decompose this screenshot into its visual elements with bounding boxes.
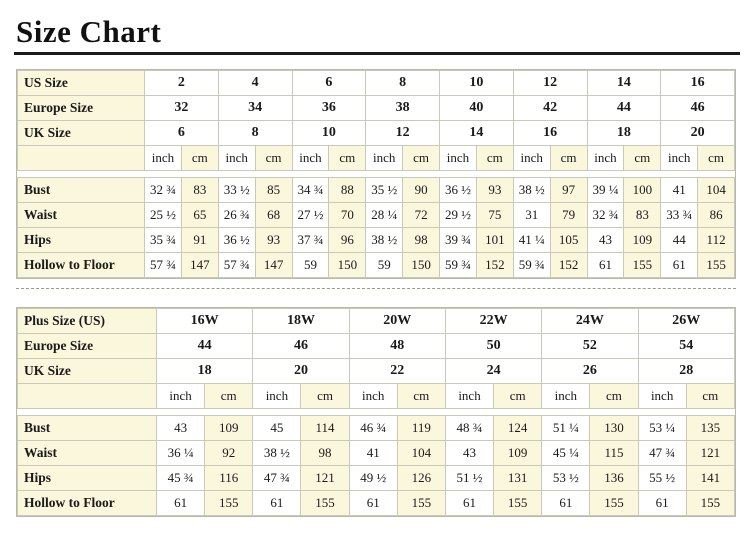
size-value: 2 bbox=[145, 71, 219, 96]
measurement-value: 83 bbox=[624, 203, 661, 228]
standard-size-table-wrapper bbox=[16, 69, 736, 279]
measurement-value: 100 bbox=[624, 178, 661, 203]
measurement-value: 36 ½ bbox=[218, 228, 255, 253]
measurement-value: 26 ¾ bbox=[218, 203, 255, 228]
size-value: 24W bbox=[542, 309, 638, 334]
measurement-value: 92 bbox=[205, 441, 253, 466]
unit-label: inch bbox=[445, 384, 493, 409]
unit-label: inch bbox=[366, 146, 403, 171]
measurement-value: 155 bbox=[686, 491, 734, 516]
measurement-value: 59 bbox=[292, 253, 329, 278]
measurement-value: 121 bbox=[686, 441, 734, 466]
measurement-value: 96 bbox=[329, 228, 366, 253]
size-value: 52 bbox=[542, 334, 638, 359]
size-value: 4 bbox=[218, 71, 292, 96]
row-label: Plus Size (US) bbox=[18, 309, 157, 334]
measurement-value: 61 bbox=[638, 491, 686, 516]
measurement-value: 35 ¾ bbox=[145, 228, 182, 253]
unit-label: inch bbox=[440, 146, 477, 171]
measurement-value: 97 bbox=[550, 178, 587, 203]
measurement-value: 41 bbox=[349, 441, 397, 466]
unit-label: cm bbox=[329, 146, 366, 171]
unit-label: cm bbox=[255, 146, 292, 171]
unit-label: cm bbox=[397, 384, 445, 409]
measurement-value: 44 bbox=[661, 228, 698, 253]
size-value: 12 bbox=[513, 71, 587, 96]
measurement-value: 47 ¾ bbox=[638, 441, 686, 466]
measurement-value: 85 bbox=[255, 178, 292, 203]
table-row bbox=[18, 416, 735, 441]
plus-size-table-wrapper bbox=[16, 307, 736, 517]
measurement-value: 104 bbox=[698, 178, 735, 203]
measurement-value: 147 bbox=[181, 253, 218, 278]
measurement-value: 55 ½ bbox=[638, 466, 686, 491]
measurement-value: 59 ¾ bbox=[513, 253, 550, 278]
measurement-value: 34 ¾ bbox=[292, 178, 329, 203]
measurement-value: 45 ¼ bbox=[542, 441, 590, 466]
size-value: 14 bbox=[587, 71, 661, 96]
unit-label: inch bbox=[253, 384, 301, 409]
size-value: 20 bbox=[661, 121, 735, 146]
unit-label: inch bbox=[513, 146, 550, 171]
unit-label: cm bbox=[403, 146, 440, 171]
measurement-value: 28 ¼ bbox=[366, 203, 403, 228]
size-value: 46 bbox=[661, 96, 735, 121]
measurement-value: 51 ½ bbox=[445, 466, 493, 491]
measurement-value: 47 ¾ bbox=[253, 466, 301, 491]
row-label: UK Size bbox=[18, 359, 157, 384]
measurement-value: 49 ½ bbox=[349, 466, 397, 491]
measurement-value: 32 ¾ bbox=[587, 203, 624, 228]
unit-label: inch bbox=[542, 384, 590, 409]
table-row bbox=[18, 71, 735, 96]
plus-size-table bbox=[17, 308, 735, 516]
row-spacer-cell bbox=[18, 409, 735, 416]
table-row bbox=[18, 359, 735, 384]
unit-label: inch bbox=[292, 146, 329, 171]
table-row bbox=[18, 146, 735, 171]
measurement-value: 43 bbox=[445, 441, 493, 466]
measurement-value: 112 bbox=[698, 228, 735, 253]
measurement-value: 61 bbox=[587, 253, 624, 278]
measurement-value: 155 bbox=[624, 253, 661, 278]
measurement-value: 114 bbox=[301, 416, 349, 441]
measurement-value: 126 bbox=[397, 466, 445, 491]
measurement-value: 53 ½ bbox=[542, 466, 590, 491]
measurement-value: 135 bbox=[686, 416, 734, 441]
measurement-value: 116 bbox=[205, 466, 253, 491]
unit-label: cm bbox=[205, 384, 253, 409]
unit-label: cm bbox=[686, 384, 734, 409]
measurement-value: 155 bbox=[590, 491, 638, 516]
size-value: 16 bbox=[661, 71, 735, 96]
size-value: 16 bbox=[513, 121, 587, 146]
size-value: 14 bbox=[440, 121, 514, 146]
row-spacer bbox=[18, 171, 735, 178]
measurement-value: 152 bbox=[550, 253, 587, 278]
unit-label: inch bbox=[157, 384, 205, 409]
measurement-value: 150 bbox=[329, 253, 366, 278]
measurement-value: 155 bbox=[494, 491, 542, 516]
measurement-value: 155 bbox=[205, 491, 253, 516]
measurement-value: 75 bbox=[476, 203, 513, 228]
row-label: UK Size bbox=[18, 121, 145, 146]
unit-label: cm bbox=[698, 146, 735, 171]
size-value: 18 bbox=[587, 121, 661, 146]
measurement-value: 46 ¾ bbox=[349, 416, 397, 441]
size-value: 22W bbox=[445, 309, 541, 334]
size-value: 38 bbox=[366, 96, 440, 121]
size-value: 10 bbox=[440, 71, 514, 96]
row-label: Waist bbox=[18, 441, 157, 466]
measurement-value: 93 bbox=[476, 178, 513, 203]
row-spacer bbox=[18, 409, 735, 416]
row-label: Bust bbox=[18, 416, 157, 441]
measurement-value: 37 ¾ bbox=[292, 228, 329, 253]
measurement-value: 59 bbox=[366, 253, 403, 278]
measurement-value: 101 bbox=[476, 228, 513, 253]
unit-label: inch bbox=[638, 384, 686, 409]
table-row bbox=[18, 203, 735, 228]
unit-label: inch bbox=[587, 146, 624, 171]
measurement-value: 41 ¼ bbox=[513, 228, 550, 253]
measurement-value: 104 bbox=[397, 441, 445, 466]
size-value: 18W bbox=[253, 309, 349, 334]
measurement-value: 25 ½ bbox=[145, 203, 182, 228]
measurement-value: 119 bbox=[397, 416, 445, 441]
size-value: 28 bbox=[638, 359, 734, 384]
measurement-value: 150 bbox=[403, 253, 440, 278]
table-row bbox=[18, 96, 735, 121]
size-value: 20W bbox=[349, 309, 445, 334]
measurement-value: 43 bbox=[587, 228, 624, 253]
measurement-value: 48 ¾ bbox=[445, 416, 493, 441]
size-value: 32 bbox=[145, 96, 219, 121]
measurement-value: 155 bbox=[397, 491, 445, 516]
row-label bbox=[18, 384, 157, 409]
row-label: US Size bbox=[18, 71, 145, 96]
measurement-value: 147 bbox=[255, 253, 292, 278]
measurement-value: 115 bbox=[590, 441, 638, 466]
measurement-value: 61 bbox=[542, 491, 590, 516]
size-value: 18 bbox=[157, 359, 253, 384]
measurement-value: 88 bbox=[329, 178, 366, 203]
row-label: Hollow to Floor bbox=[18, 491, 157, 516]
measurement-value: 79 bbox=[550, 203, 587, 228]
measurement-value: 38 ½ bbox=[366, 228, 403, 253]
measurement-value: 36 ½ bbox=[440, 178, 477, 203]
row-label: Bust bbox=[18, 178, 145, 203]
measurement-value: 57 ¾ bbox=[145, 253, 182, 278]
measurement-value: 105 bbox=[550, 228, 587, 253]
size-value: 16W bbox=[157, 309, 253, 334]
measurement-value: 38 ½ bbox=[253, 441, 301, 466]
unit-label: inch bbox=[661, 146, 698, 171]
measurement-value: 131 bbox=[494, 466, 542, 491]
measurement-value: 121 bbox=[301, 466, 349, 491]
measurement-value: 136 bbox=[590, 466, 638, 491]
measurement-value: 109 bbox=[624, 228, 661, 253]
size-value: 42 bbox=[513, 96, 587, 121]
unit-label: cm bbox=[550, 146, 587, 171]
row-label bbox=[18, 146, 145, 171]
measurement-value: 155 bbox=[301, 491, 349, 516]
table-row bbox=[18, 466, 735, 491]
measurement-value: 61 bbox=[349, 491, 397, 516]
measurement-value: 91 bbox=[181, 228, 218, 253]
size-value: 26 bbox=[542, 359, 638, 384]
measurement-value: 39 ¼ bbox=[587, 178, 624, 203]
size-value: 10 bbox=[292, 121, 366, 146]
measurement-value: 36 ¼ bbox=[157, 441, 205, 466]
unit-label: inch bbox=[218, 146, 255, 171]
size-value: 8 bbox=[218, 121, 292, 146]
measurement-value: 31 bbox=[513, 203, 550, 228]
size-value: 6 bbox=[292, 71, 366, 96]
row-spacer-cell bbox=[18, 171, 735, 178]
measurement-value: 93 bbox=[255, 228, 292, 253]
measurement-value: 109 bbox=[494, 441, 542, 466]
table-row bbox=[18, 253, 735, 278]
unit-label: cm bbox=[494, 384, 542, 409]
measurement-value: 51 ¼ bbox=[542, 416, 590, 441]
table-row bbox=[18, 309, 735, 334]
size-value: 46 bbox=[253, 334, 349, 359]
measurement-value: 109 bbox=[205, 416, 253, 441]
section-divider bbox=[16, 288, 736, 289]
measurement-value: 53 ¼ bbox=[638, 416, 686, 441]
measurement-value: 86 bbox=[698, 203, 735, 228]
measurement-value: 61 bbox=[445, 491, 493, 516]
measurement-value: 155 bbox=[698, 253, 735, 278]
unit-label: cm bbox=[624, 146, 661, 171]
table-row bbox=[18, 491, 735, 516]
measurement-value: 65 bbox=[181, 203, 218, 228]
row-label: Waist bbox=[18, 203, 145, 228]
unit-label: cm bbox=[590, 384, 638, 409]
unit-label: inch bbox=[349, 384, 397, 409]
row-label: Europe Size bbox=[18, 96, 145, 121]
row-label: Europe Size bbox=[18, 334, 157, 359]
table-row bbox=[18, 178, 735, 203]
row-label: Hollow to Floor bbox=[18, 253, 145, 278]
measurement-value: 141 bbox=[686, 466, 734, 491]
size-value: 12 bbox=[366, 121, 440, 146]
size-value: 8 bbox=[366, 71, 440, 96]
measurement-value: 59 ¾ bbox=[440, 253, 477, 278]
measurement-value: 35 ½ bbox=[366, 178, 403, 203]
measurement-value: 43 bbox=[157, 416, 205, 441]
table-row bbox=[18, 228, 735, 253]
measurement-value: 29 ½ bbox=[440, 203, 477, 228]
measurement-value: 45 bbox=[253, 416, 301, 441]
measurement-value: 27 ½ bbox=[292, 203, 329, 228]
table-row bbox=[18, 334, 735, 359]
measurement-value: 90 bbox=[403, 178, 440, 203]
size-value: 36 bbox=[292, 96, 366, 121]
measurement-value: 152 bbox=[476, 253, 513, 278]
measurement-value: 98 bbox=[301, 441, 349, 466]
measurement-value: 72 bbox=[403, 203, 440, 228]
measurement-value: 61 bbox=[661, 253, 698, 278]
unit-label: cm bbox=[301, 384, 349, 409]
measurement-value: 45 ¾ bbox=[157, 466, 205, 491]
table-row bbox=[18, 384, 735, 409]
measurement-value: 57 ¾ bbox=[218, 253, 255, 278]
unit-label: cm bbox=[181, 146, 218, 171]
row-label: Hips bbox=[18, 466, 157, 491]
measurement-value: 32 ¾ bbox=[145, 178, 182, 203]
size-value: 40 bbox=[440, 96, 514, 121]
size-value: 22 bbox=[349, 359, 445, 384]
measurement-value: 83 bbox=[181, 178, 218, 203]
unit-label: cm bbox=[476, 146, 513, 171]
size-value: 44 bbox=[157, 334, 253, 359]
size-value: 24 bbox=[445, 359, 541, 384]
measurement-value: 98 bbox=[403, 228, 440, 253]
row-label: Hips bbox=[18, 228, 145, 253]
measurement-value: 33 ½ bbox=[218, 178, 255, 203]
unit-label: inch bbox=[145, 146, 182, 171]
size-value: 50 bbox=[445, 334, 541, 359]
measurement-value: 68 bbox=[255, 203, 292, 228]
measurement-value: 41 bbox=[661, 178, 698, 203]
measurement-value: 61 bbox=[157, 491, 205, 516]
size-value: 44 bbox=[587, 96, 661, 121]
measurement-value: 33 ¾ bbox=[661, 203, 698, 228]
page-title: Size Chart bbox=[16, 14, 162, 49]
size-value: 48 bbox=[349, 334, 445, 359]
table-row bbox=[18, 441, 735, 466]
table-row bbox=[18, 121, 735, 146]
size-value: 34 bbox=[218, 96, 292, 121]
measurement-value: 70 bbox=[329, 203, 366, 228]
standard-size-table bbox=[17, 70, 735, 278]
measurement-value: 61 bbox=[253, 491, 301, 516]
title-divider bbox=[14, 52, 740, 55]
size-value: 54 bbox=[638, 334, 734, 359]
measurement-value: 38 ½ bbox=[513, 178, 550, 203]
measurement-value: 130 bbox=[590, 416, 638, 441]
size-value: 6 bbox=[145, 121, 219, 146]
measurement-value: 39 ¾ bbox=[440, 228, 477, 253]
size-value: 26W bbox=[638, 309, 734, 334]
measurement-value: 124 bbox=[494, 416, 542, 441]
size-value: 20 bbox=[253, 359, 349, 384]
